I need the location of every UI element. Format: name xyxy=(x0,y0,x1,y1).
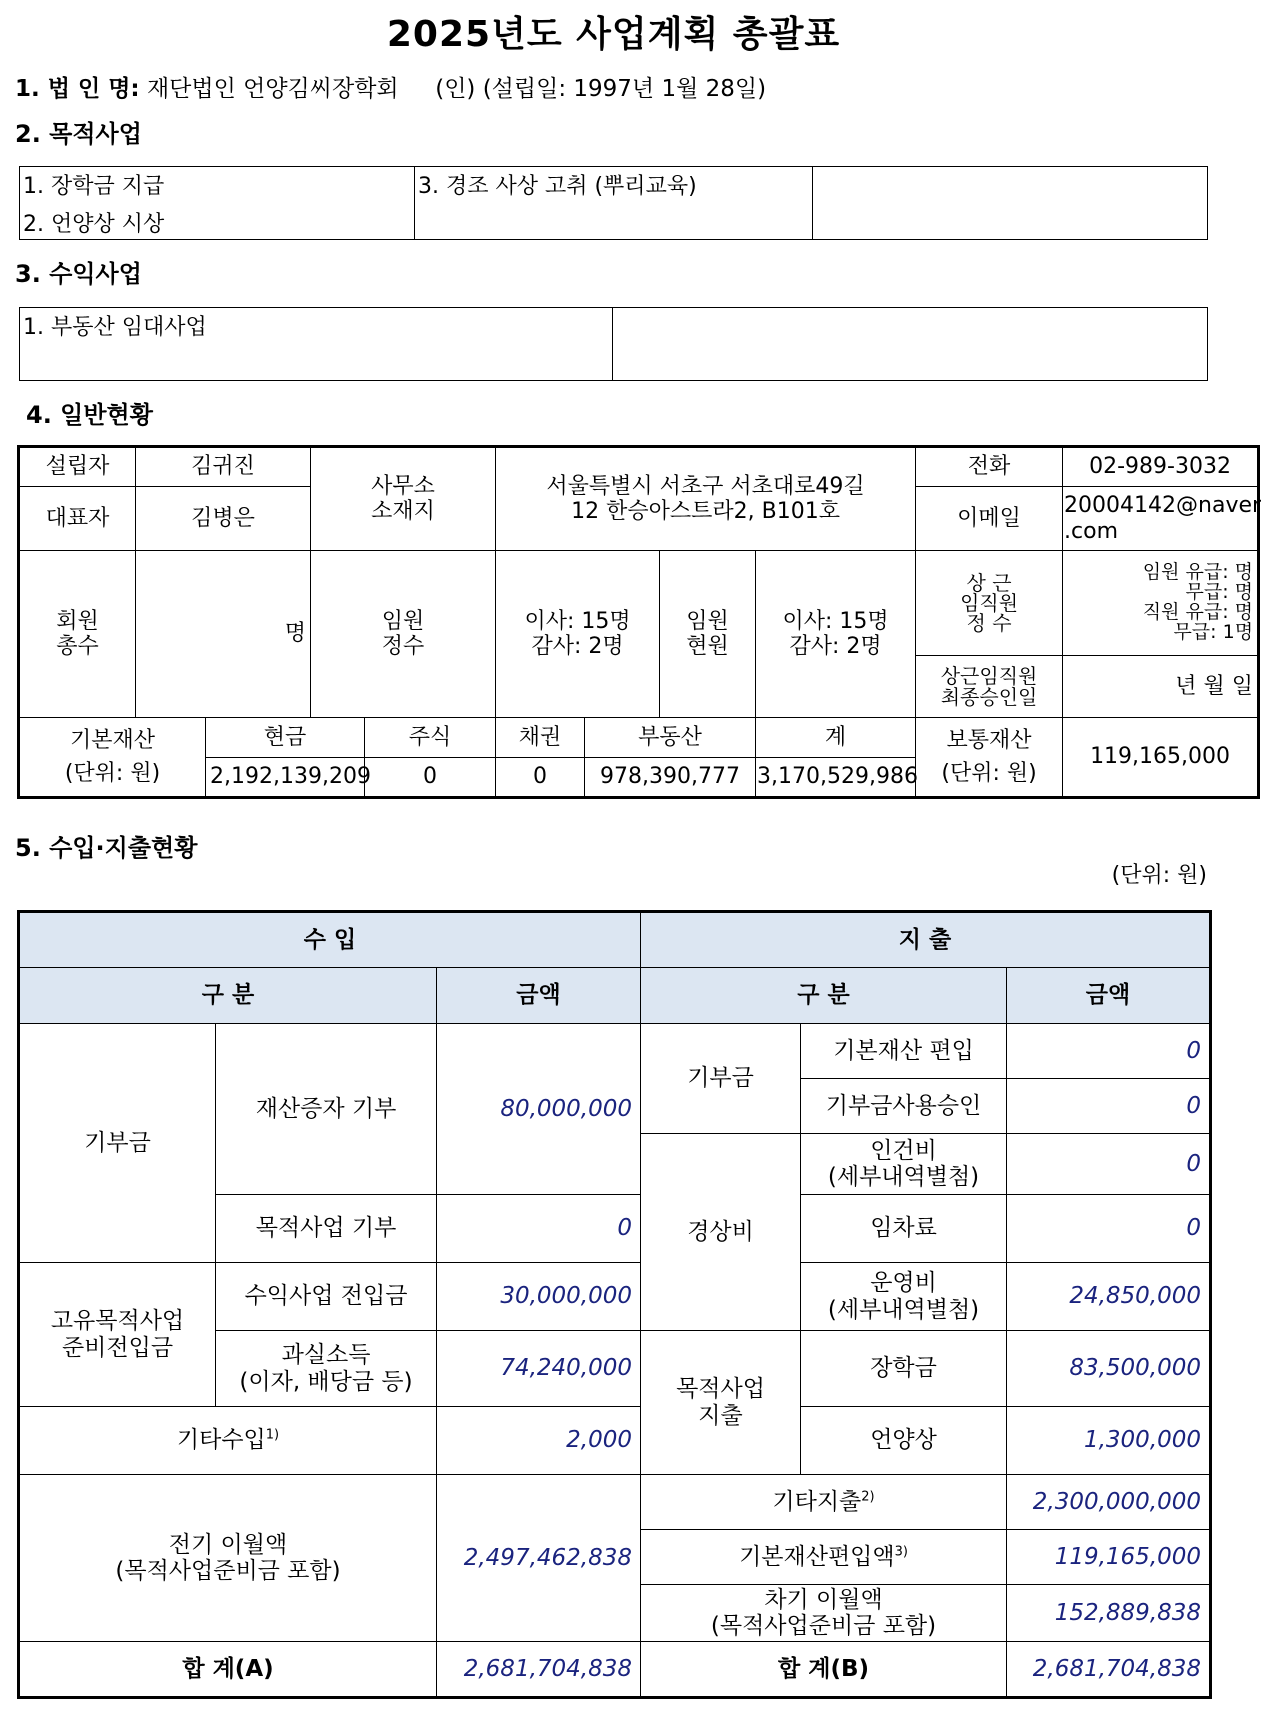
operating-label: 운영비 (세부내역별첨) xyxy=(801,1263,1007,1331)
realestate-value: 978,390,777 xyxy=(585,758,756,798)
founder-label: 설립자 xyxy=(19,447,136,487)
corp-line xyxy=(15,70,766,103)
section-profit-title: 3. 수익사업 xyxy=(15,260,142,288)
col-cash: 현금 xyxy=(206,718,365,758)
members-label: 회원 총수 xyxy=(19,551,136,718)
other-income-amount: 2,000 xyxy=(437,1407,641,1475)
expense-total-label: 합 계(B) xyxy=(641,1642,1007,1698)
email-value: 20004142@naver .com xyxy=(1063,487,1259,551)
expense-header: 지 출 xyxy=(641,912,1211,968)
profit-item-1: 1. 부동산 임대사업 xyxy=(23,315,207,340)
officer-quota-label: 임원 정수 xyxy=(311,551,496,718)
purpose-item-1: 1. 장학금 지급 xyxy=(23,174,165,199)
members-value: 명 xyxy=(136,551,311,718)
profit-transfer-label: 수익사업 전입금 xyxy=(216,1263,437,1331)
col-bond: 채권 xyxy=(496,718,585,758)
basic-asset-label: 기본재산 (단위: 원) xyxy=(19,718,206,798)
fruit-income-label: 과실소득 (이자, 배당금 등) xyxy=(216,1331,437,1407)
donation-approval-label: 기부금사용승인 xyxy=(801,1079,1007,1134)
officer-quota-value: 이사: 15명 감사: 2명 xyxy=(496,551,660,718)
section-budget-title: 5. 수입·지출현황 xyxy=(15,834,198,862)
ordinary-asset-label: 보통재산 (단위: 원) xyxy=(916,718,1063,798)
expense-sub-header: 구 분 xyxy=(641,968,1007,1024)
approval-value: 년 월 일 xyxy=(1063,656,1259,718)
next-carry-label: 차기 이월액 (목적사업준비금 포함) xyxy=(641,1585,1007,1642)
stock-value: 0 xyxy=(365,758,496,798)
purpose-box xyxy=(19,166,1208,240)
staff-label: 상 근 임직원 정 수 xyxy=(916,551,1063,656)
asset-donation-amount: 80,000,000 xyxy=(437,1024,641,1195)
purpose-item-2: 2. 언양상 시상 xyxy=(23,212,165,237)
col-realestate: 부동산 xyxy=(585,718,756,758)
scholarship-amount: 83,500,000 xyxy=(1007,1331,1211,1407)
col-total: 계 xyxy=(756,718,916,758)
bond-value: 0 xyxy=(496,758,585,798)
expense-donation-label: 기부금 xyxy=(641,1024,801,1134)
cash-value: 2,192,139,209 xyxy=(206,758,365,798)
carry-over-amount: 2,497,462,838 xyxy=(437,1475,641,1642)
page-title: 2025년도 사업계획 총괄표 xyxy=(386,14,841,55)
next-carry-amount: 152,889,838 xyxy=(1007,1585,1211,1642)
col-stock: 주식 xyxy=(365,718,496,758)
budget-table xyxy=(17,910,1212,1699)
corp-label: 1. 법 인 명: xyxy=(15,76,140,102)
founder-value: 김귀진 xyxy=(136,447,311,487)
basic-in-label: 기본재산편입액$^{3)}$ xyxy=(641,1530,1007,1585)
basic-fund-label: 기본재산 편입 xyxy=(801,1024,1007,1079)
section-purpose-title: 2. 목적사업 xyxy=(15,120,142,148)
other-expense-amount: 2,300,000,000 xyxy=(1007,1475,1211,1530)
office-label: 사무소 소재지 xyxy=(311,447,496,551)
opex-label: 경상비 xyxy=(641,1134,801,1331)
purpose-donation-label: 목적사업 기부 xyxy=(216,1195,437,1263)
phone-label: 전화 xyxy=(916,447,1063,487)
expense-amount-header: 금액 xyxy=(1007,968,1211,1024)
personnel-amount: 0 xyxy=(1007,1134,1211,1195)
income-total-amount: 2,681,704,838 xyxy=(437,1642,641,1698)
reserve-label: 고유목적사업 준비전입금 xyxy=(19,1263,216,1407)
scholarship-label: 장학금 xyxy=(801,1331,1007,1407)
staff-value: 임원 유급: 명 무급: 명 직원 유급: 명 무급: 1명 xyxy=(1063,551,1259,656)
purpose-donation-amount: 0 xyxy=(437,1195,641,1263)
corp-name: 재단법인 언양김씨장학회 xyxy=(146,76,399,102)
income-donation-label: 기부금 xyxy=(19,1024,216,1263)
expense-total-amount: 2,681,704,838 xyxy=(1007,1642,1211,1698)
income-total-label: 합 계(A) xyxy=(19,1642,437,1698)
rent-amount: 0 xyxy=(1007,1195,1211,1263)
phone-value: 02-989-3032 xyxy=(1063,447,1259,487)
profit-box xyxy=(19,307,1208,381)
other-expense-label: 기타지출$^{2)}$ xyxy=(641,1475,1007,1530)
donation-approval-amount: 0 xyxy=(1007,1079,1211,1134)
corp-founded: (설립일: 1997년 1월 28일) xyxy=(482,76,767,102)
fruit-income-amount: 74,240,000 xyxy=(437,1331,641,1407)
asset-donation-label: 재산증자 기부 xyxy=(216,1024,437,1195)
rep-value: 김병은 xyxy=(136,487,311,551)
purpose-item-3: 3. 경조 사상 고취 (뿌리교육) xyxy=(418,174,697,199)
email-label: 이메일 xyxy=(916,487,1063,551)
profit-transfer-amount: 30,000,000 xyxy=(437,1263,641,1331)
other-income-label: 기타수입$^{1)}$ xyxy=(19,1407,437,1475)
operating-amount: 24,850,000 xyxy=(1007,1263,1211,1331)
income-header: 수 입 xyxy=(19,912,641,968)
general-table xyxy=(17,445,1260,799)
office-address: 서울특별시 서초구 서초대로49길 12 한승아스트라2, B101호 xyxy=(496,447,916,551)
officer-current-value: 이사: 15명 감사: 2명 xyxy=(756,551,916,718)
award-label: 언양상 xyxy=(801,1407,1007,1475)
rent-label: 임차료 xyxy=(801,1195,1007,1263)
award-amount: 1,300,000 xyxy=(1007,1407,1211,1475)
unit-label: (단위: 원) xyxy=(1111,863,1207,888)
income-amount-header: 금액 xyxy=(437,968,641,1024)
officer-current-label: 임원 현원 xyxy=(660,551,756,718)
ordinary-asset-value: 119,165,000 xyxy=(1063,718,1259,798)
rep-label: 대표자 xyxy=(19,487,136,551)
basic-in-amount: 119,165,000 xyxy=(1007,1530,1211,1585)
income-sub-header: 구 분 xyxy=(19,968,437,1024)
total-value: 3,170,529,986 xyxy=(756,758,916,798)
corp-seal: (인) xyxy=(435,76,476,102)
personnel-label: 인건비 (세부내역별첨) xyxy=(801,1134,1007,1195)
carry-over-label: 전기 이월액 (목적사업준비금 포함) xyxy=(19,1475,437,1642)
section-general-title: 4. 일반현황 xyxy=(26,401,153,429)
basic-fund-amount: 0 xyxy=(1007,1024,1211,1079)
purpose-expense-label: 목적사업 지출 xyxy=(641,1331,801,1475)
approval-label: 상근임직원 최종승인일 xyxy=(916,656,1063,718)
